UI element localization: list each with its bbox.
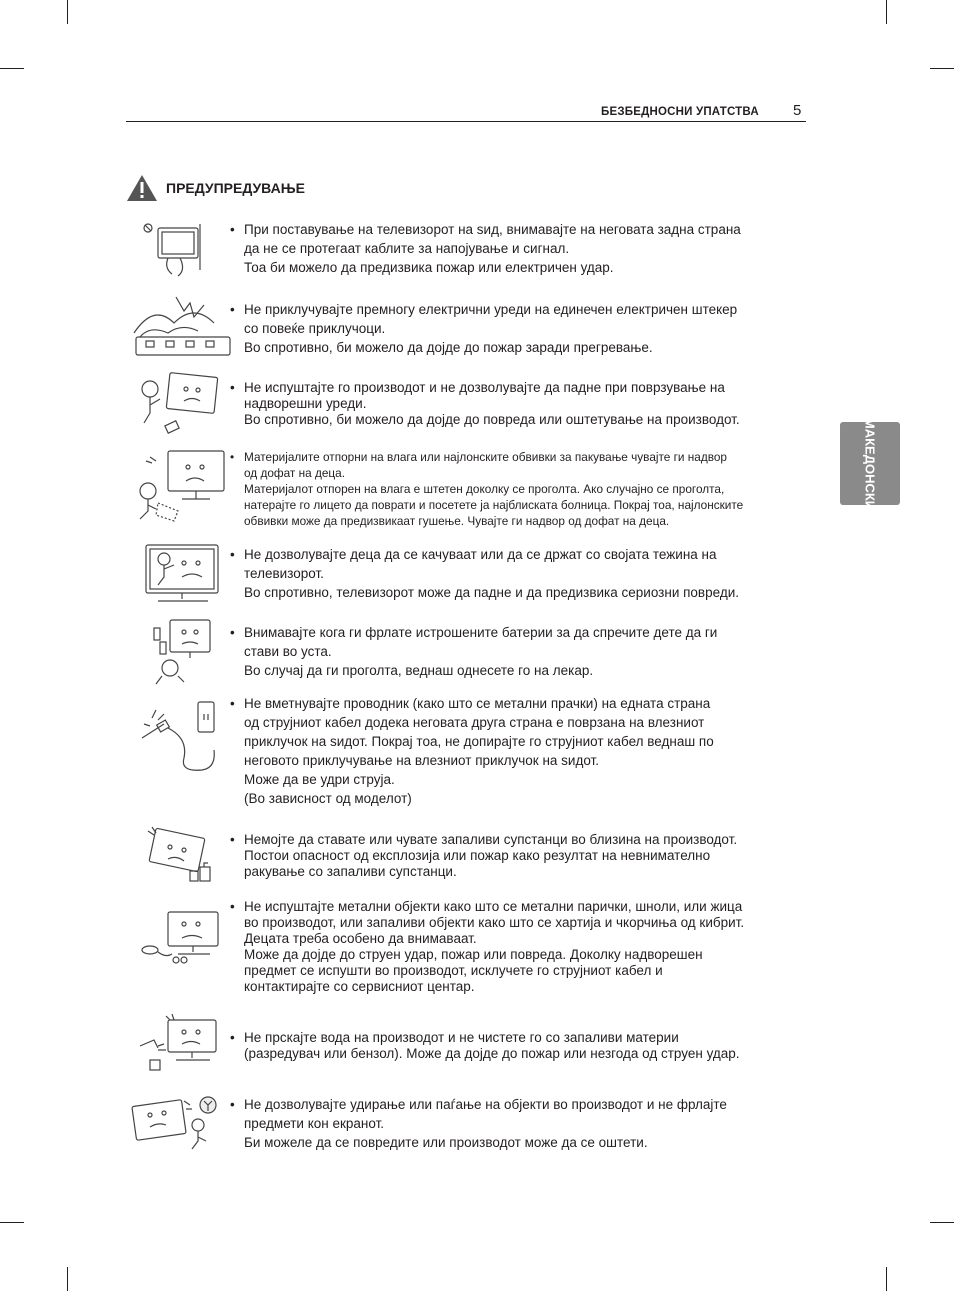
tv-wall-cables-icon: [140, 220, 210, 280]
item-text: • Не испуштајте го производот и не дозволувајте да падне при поврзување на надворешни уреди. Во спротивно, би можело да дојде до повреда или оштетување на производот.: [230, 380, 740, 427]
crop-mark: [886, 0, 887, 24]
language-tab: [840, 417, 900, 510]
item-text: • Не дозволувајте деца да се качуваат или да се држат со својата тежина на телевизорот. Во спротивно, телевизорот може да падне и да предизвика сериозни повреди.: [230, 547, 739, 600]
crop-mark: [930, 1222, 954, 1223]
item-text: • Немојте да ставате или чувате запаливи супстанци во близина на производот. Постои опасност од експлозија или пожар како резултат на невнимателно ракување со запаливи супстанци.: [230, 832, 738, 879]
header-rule: [126, 121, 806, 122]
flammable-near-tv-icon: [144, 823, 218, 885]
item-text: • Не испуштајте метални објекти како што се метални парички, шноли, или жица во производот, или запаливи објекти како што се хартија и чкорчиња од кибрит. Децата треба особено да внимаваат. Може да дојде до струен удар, пожар или повреда. Доколку надворешен предмет се испушти во производот, исклучете го струјниот кабел и контактирајте со сервисниот центар.: [230, 899, 745, 994]
page-number: 5: [793, 102, 802, 119]
warning-triangle-icon: [126, 174, 158, 202]
crop-mark: [930, 68, 954, 69]
crop-mark: [886, 1267, 887, 1291]
ball-hitting-tv-icon: [128, 1093, 222, 1151]
batteries-child-icon: [148, 616, 214, 686]
item-text: • При поставување на телевизорот на ѕид, внимавајте на неговата задна страна да не се протегаат каблите за напојување и сигнал. Тоа би можело да предизвика пожар или електричен удар.: [230, 222, 741, 275]
water-spray-tv-icon: [136, 1012, 220, 1072]
item-text: • Не дозволувајте удирање или паѓање на објекти во производот и не фрлајте предмети кон екранот. Би можеле да се повредите или производот може да се оштети.: [230, 1097, 727, 1150]
item-text: • Материјалите отпорни на влага или најлонските обвивки за пакување чувајте ги надвор од дофат на деца. Материјалот отпорен на влага е штетен доколку се проголта. Ако случајно се проголта, натерајте го лицето да поврати и посетете ја најблиската болница. Покрај тоа, најлонските обвивки може да предизвикаат гушење. Чувајте ги надвор од дофат на деца.: [230, 450, 744, 528]
crop-mark: [0, 68, 24, 69]
crop-mark: [0, 1222, 24, 1223]
crop-mark: [67, 0, 68, 24]
crop-mark: [67, 1267, 68, 1291]
item-text: • Не вметнувајте проводник (како што се метални прачки) на едната страна од струјниот кабел додека неговата друга страна е поврзана на влезниот приклучок на ѕидот. Покрај тоа, не допирајте го струјниот кабел веднаш по неговото приклучување на влезниот приклучок на ѕидот. Може да ве удри струја. (Во зависност од моделот): [230, 696, 714, 806]
warning-label: ПРЕДУПРЕДУВАЊЕ: [166, 180, 305, 196]
tv-falling-icon: [138, 371, 222, 437]
power-cord-chopstick-icon: [138, 698, 218, 774]
warning-heading: [126, 174, 305, 202]
item-text: • Не прскајте вода на производот и не чистете го со запаливи материи (разредувач или бензол). Може да дојде до пожар или незгода од струен удар.: [230, 1030, 740, 1061]
language-tab-label: МАКЕДОНСКИ: [862, 417, 878, 510]
section-title: БЕЗБЕДНОСНИ УПАТСТВА: [601, 106, 759, 118]
item-text: • Внимавајте кога ги фрлате истрошените батерии за да спречите дете да ги стави во уста. Во случај да ги проголта, веднаш однесете го на лекар.: [230, 625, 718, 678]
child-plastic-bag-icon: [128, 447, 232, 523]
overloaded-power-strip-icon: [126, 293, 238, 365]
metal-objects-tv-icon: [138, 910, 222, 966]
item-text: • Не приклучувајте премногу електрични уреди на единечен електричен штекер со повеќе приклучоци. Во спротивно, би можело да дојде до пожар заради прегревање.: [230, 302, 738, 355]
child-climbing-tv-icon: [138, 539, 228, 607]
